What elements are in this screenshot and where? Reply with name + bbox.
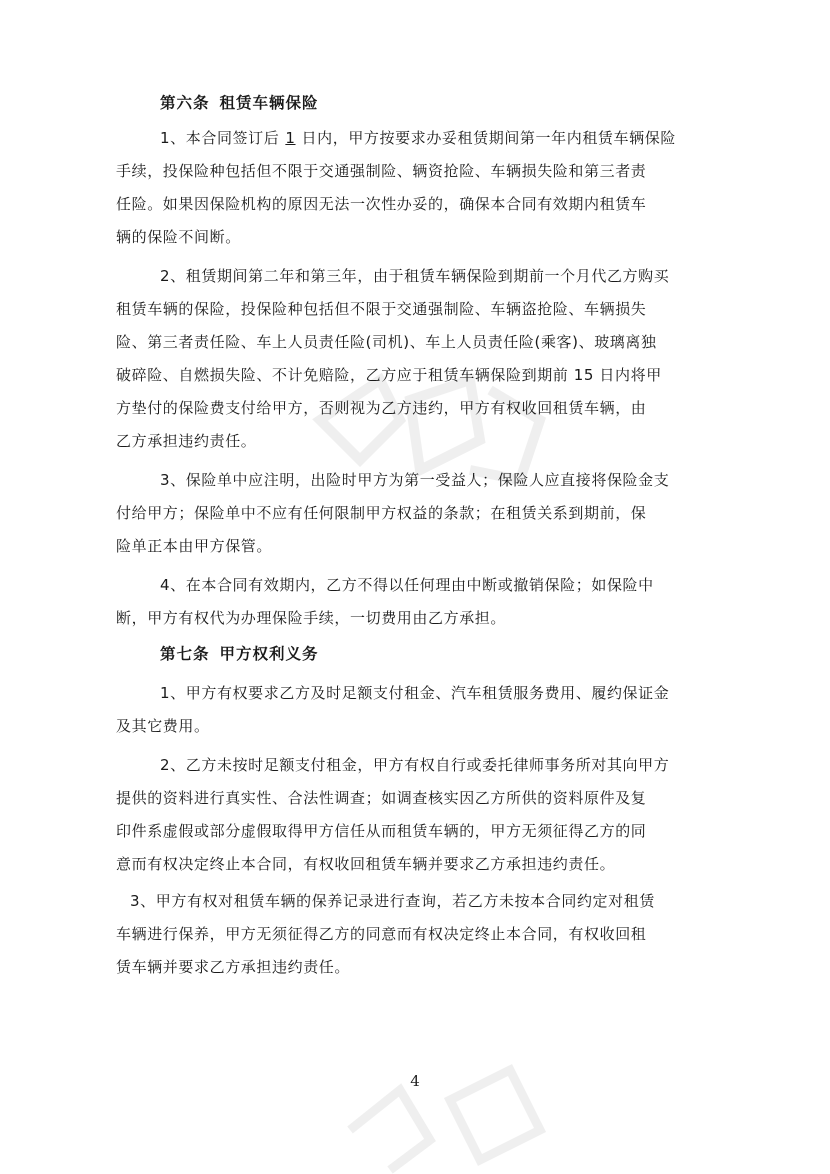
document-body — [116, 88, 700, 984]
section-heading-6 — [160, 88, 700, 118]
page-number: 4 — [410, 1072, 420, 1090]
text-line: 租赁车辆的保险，投保险种包括但不限于交通强制险、车辆盗抢险、车辆损失 — [116, 300, 647, 318]
text-line: 任险。如果因保险机构的原因无法一次性办妥的，确保本合同有效期内租赁车 — [116, 195, 647, 213]
text-line: 破碎险、自燃损失险、不计免赔险，乙方应于租赁车辆保险到期前 15 日内将甲 — [116, 366, 662, 384]
text-line: 赁车辆并要求乙方承担违约责任。 — [116, 958, 351, 976]
section-title: 租赁车辆保险 — [219, 94, 319, 112]
text-line: 付给甲方；保险单中不应有任何限制甲方权益的条款；在租赁关系到期前，保 — [116, 504, 647, 522]
paragraph-insurance-4 — [116, 569, 700, 635]
text: 1、本合同签订后 — [160, 129, 280, 147]
text-line: 提供的资料进行真实性、合法性调查；如调查核实因乙方所供的资料原件及复 — [116, 789, 647, 807]
text-line: 断，甲方有权代为办理保险手续，一切费用由乙方承担。 — [116, 609, 507, 627]
text-line: 险、第三者责任险、车上人员责任险(司机)、车上人员责任险(乘客)、玻璃离独 — [116, 333, 657, 351]
text-line: 4、在本合同有效期内，乙方不得以任何理由中断或撤销保险；如保险中 — [160, 576, 654, 594]
text-line: 车辆进行保养，甲方无须征得乙方的同意而有权决定终止本合同，有权收回租 — [116, 925, 647, 943]
paragraph-rights-3 — [116, 885, 700, 984]
paragraph-insurance-1 — [116, 122, 700, 254]
text-line: 及其它费用。 — [116, 717, 210, 735]
text-line: 险单正本由甲方保管。 — [116, 537, 273, 555]
text-line: 2、租赁期间第二年和第三年，由于租赁车辆保险到期前一个月代乙方购买 — [160, 267, 670, 285]
section-number: 第六条 — [160, 94, 210, 112]
text-line: 1、甲方有权要求乙方及时足额支付租金、汽车租赁服务费用、履约保证金 — [160, 684, 670, 702]
text-line: 印件系虚假或部分虚假取得甲方信任从而租赁车辆的，甲方无须征得乙方的同 — [116, 822, 647, 840]
paragraph-rights-2 — [116, 749, 700, 881]
section-title: 甲方权利义务 — [219, 645, 319, 663]
text-line: 方垫付的保险费支付给甲方，否则视为乙方违约，甲方有权收回租赁车辆，由 — [116, 399, 647, 417]
watermark-stamp-bottom — [330, 1050, 570, 1174]
text-line: 意而有权决定终止本合同，有权收回租赁车辆并要求乙方承担违约责任。 — [116, 855, 616, 873]
section-heading-7 — [160, 639, 700, 669]
paragraph-insurance-2 — [116, 260, 700, 458]
text-line: 2、乙方未按时足额支付租金，甲方有权自行或委托律师事务所对其向甲方 — [160, 756, 670, 774]
days-underlined: 1 — [285, 129, 296, 147]
text-line: 乙方承担违约责任。 — [116, 432, 257, 450]
paragraph-rights-1 — [116, 677, 700, 743]
text-line: 手续，投保险种包括但不限于交通强制险、辆资抢险、车辆损失险和第三者责 — [116, 162, 647, 180]
text-line: 3、保险单中应注明，出险时甲方为第一受益人；保险人应直接将保险金支 — [160, 471, 670, 489]
text-line: 辆的保险不间断。 — [116, 228, 241, 246]
section-number: 第七条 — [160, 645, 210, 663]
text: 日内，甲方按要求办妥租赁期间第一年内租赁车辆保险 — [301, 129, 676, 147]
text-line: 3、甲方有权对租赁车辆的保养记录进行查询，若乙方未按本合同约定对租赁 — [130, 892, 655, 910]
paragraph-insurance-3 — [116, 464, 700, 563]
